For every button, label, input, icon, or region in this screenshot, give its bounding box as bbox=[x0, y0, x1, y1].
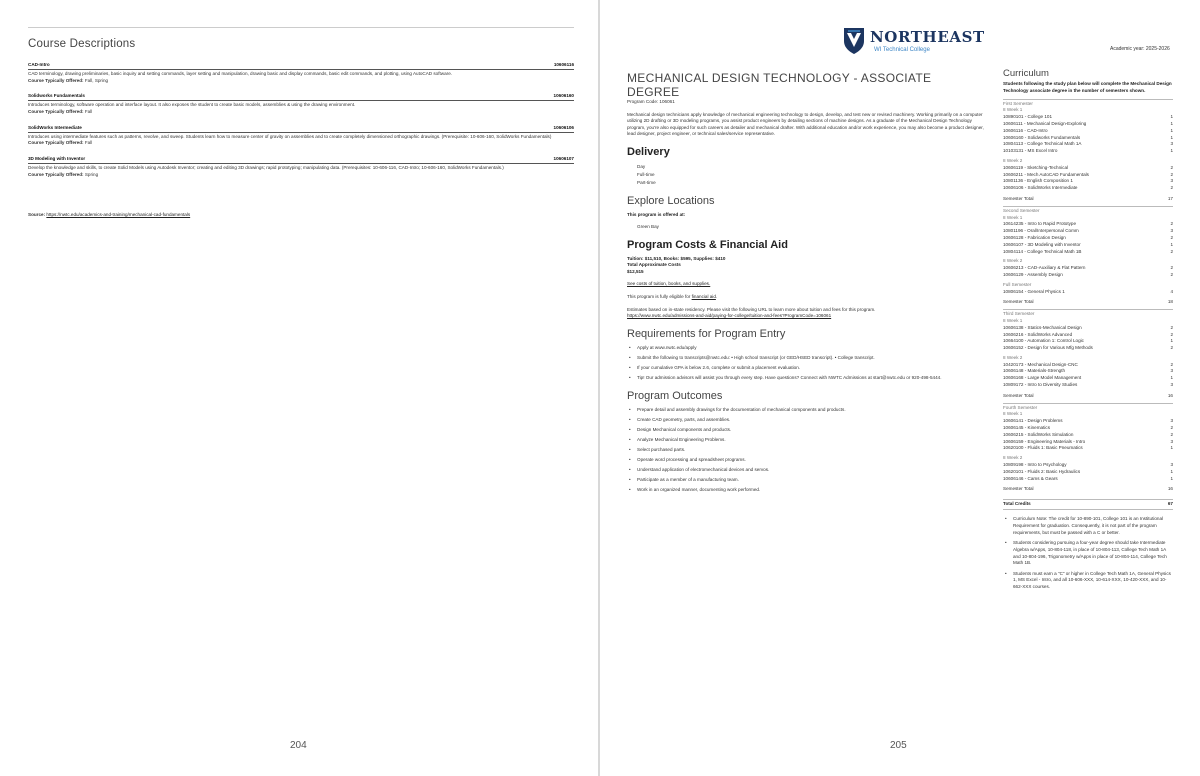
semester-block bbox=[1003, 206, 1173, 306]
curriculum-course-row bbox=[1003, 272, 1173, 279]
semester-total-row bbox=[1003, 486, 1173, 493]
course-name: CAD-Intro bbox=[28, 62, 50, 67]
term-label: 8 Week 2 bbox=[1003, 258, 1023, 264]
source-line bbox=[28, 212, 190, 217]
course-title: 10606211 - Mech AutoCAD Fundamentals bbox=[1003, 171, 1089, 177]
page-number: 205 bbox=[890, 740, 907, 751]
course-credits: 3 bbox=[1170, 438, 1173, 444]
course-credits: 3 bbox=[1170, 228, 1173, 234]
semester-total-row bbox=[1003, 196, 1173, 203]
course-entry bbox=[28, 156, 574, 178]
course-credits: 1 bbox=[1170, 148, 1173, 154]
course-title: 10606152 - Design for Various Mfg Methods bbox=[1003, 345, 1093, 351]
course-entry bbox=[28, 93, 574, 115]
semester-total-row bbox=[1003, 299, 1173, 306]
course-title: 10606216 - SolidWorks Advanced bbox=[1003, 331, 1073, 337]
source-link[interactable]: https://nwtc.edu/academics-and-training/mechanical-cad-fundamentals bbox=[46, 212, 191, 217]
logo-subtitle: WI Technical College bbox=[874, 46, 930, 53]
curriculum-course-row bbox=[1003, 265, 1173, 272]
list-item: • Apply at www.nwtc.edu/apply bbox=[627, 345, 987, 352]
course-credits: 1 bbox=[1170, 241, 1173, 247]
curriculum-course-row bbox=[1003, 462, 1173, 469]
financial-aid-link[interactable]: financial aid bbox=[691, 293, 716, 299]
course-offered: Course Typically Offered: Fall bbox=[28, 108, 93, 114]
curriculum-course-row bbox=[1003, 249, 1173, 256]
course-code: 10606106 bbox=[553, 124, 574, 130]
curriculum-course-row bbox=[1003, 418, 1173, 425]
course-title: 10606146 - Cams & Gears bbox=[1003, 475, 1058, 481]
curriculum-course-row bbox=[1003, 242, 1173, 249]
course-credits: 2 bbox=[1170, 425, 1173, 431]
shield-logo-icon bbox=[843, 27, 865, 55]
offered-at-label: This program is offered at: bbox=[627, 211, 686, 217]
list-item: • Create CAD geometry, parts, and assemblies. bbox=[627, 417, 987, 424]
term-label: Full Semester bbox=[1003, 281, 1032, 287]
curriculum-course-row bbox=[1003, 289, 1173, 296]
right-page bbox=[600, 0, 1200, 776]
curriculum-course-row bbox=[1003, 362, 1173, 369]
course-credits: 1 bbox=[1170, 468, 1173, 474]
list-item: • Understand application of electromechanical devices and servos. bbox=[627, 467, 987, 474]
course-title: 10606215 - SolidWorks Simulation bbox=[1003, 431, 1074, 437]
curriculum-course-row bbox=[1003, 221, 1173, 228]
course-credits: 3 bbox=[1170, 368, 1173, 374]
course-offered: Course Typically Offered: Fall bbox=[28, 140, 93, 146]
course-title: 10801196 - Oral/Interpersonal Comm bbox=[1003, 228, 1079, 234]
note-item: • Students must earn a "C" or higher in College Tech Math 1A, General Physics 1, MS Excel - Intro, and all 10-606-XXX, 10-614-XXX, 10-420-XXX, and 10-662-XXX courses. bbox=[1003, 571, 1173, 591]
semester-block bbox=[1003, 99, 1173, 203]
course-title: 10103131 - MS Excel Intro bbox=[1003, 148, 1058, 154]
course-title: 10606129 - Assembly Design bbox=[1003, 271, 1063, 277]
course-header bbox=[28, 93, 574, 101]
semester-total-label: Semester Total bbox=[1003, 392, 1034, 398]
curriculum-course-row bbox=[1003, 172, 1173, 179]
curriculum-heading: Curriculum bbox=[1003, 68, 1049, 79]
course-title: 10606160 - Solidworks Fundamentals bbox=[1003, 134, 1081, 140]
course-credits: 3 bbox=[1170, 141, 1173, 147]
course-description: CAD terminology, drawing preliminaries, basic inquiry and setting commands, layer setting and manipulation, drawing basic and display commands, basic edit commands, and plotting, using AutoCAD software. bbox=[28, 71, 453, 77]
costs-heading: Program Costs & Financial Aid bbox=[627, 238, 788, 251]
curriculum-course-row bbox=[1003, 445, 1173, 452]
term-label: 8 Week 1 bbox=[1003, 107, 1023, 113]
requirements-heading: Requirements for Program Entry bbox=[627, 327, 786, 340]
curriculum-course-row bbox=[1003, 121, 1173, 128]
total-credits-row bbox=[1003, 499, 1173, 510]
list-item: Full-time bbox=[637, 171, 655, 177]
course-credits: 1 bbox=[1170, 127, 1173, 133]
curriculum-course-row bbox=[1003, 368, 1173, 375]
college-logo bbox=[843, 27, 985, 55]
curriculum-course-row bbox=[1003, 114, 1173, 121]
list-item: • Select purchased parts. bbox=[627, 447, 987, 454]
outcomes-list bbox=[627, 407, 987, 494]
course-credits: 1 bbox=[1170, 120, 1173, 126]
course-credits: 2 bbox=[1170, 164, 1173, 170]
course-code: 10606116 bbox=[553, 62, 574, 67]
course-code: 10606160 bbox=[553, 93, 574, 99]
semester-total-label: Semester Total bbox=[1003, 486, 1034, 492]
semester-total-value: 16 bbox=[1167, 486, 1173, 492]
delivery-heading: Delivery bbox=[627, 145, 670, 158]
list-item: • Analyze Mechanical Engineering Problems. bbox=[627, 437, 987, 444]
course-credits: 2 bbox=[1170, 324, 1173, 330]
curriculum-course-row bbox=[1003, 432, 1173, 439]
semester-name: First Semester bbox=[1003, 100, 1033, 106]
course-title: 10606159 - Engineering Materials - Intro bbox=[1003, 438, 1086, 444]
semester-block bbox=[1003, 403, 1173, 494]
course-credits: 2 bbox=[1170, 431, 1173, 437]
course-credits: 2 bbox=[1170, 171, 1173, 177]
course-title: 10606138 - Statics-Mechanical Design bbox=[1003, 324, 1082, 330]
requirements-list bbox=[627, 345, 987, 382]
course-name: Solidworks Fundamentals bbox=[28, 93, 85, 99]
course-title: 10801136 - English Composition 1 bbox=[1003, 178, 1073, 184]
total-costs-value: $12,515 bbox=[627, 268, 644, 274]
curriculum-course-row bbox=[1003, 425, 1173, 432]
course-credits: 1 bbox=[1170, 134, 1173, 140]
curriculum-course-row bbox=[1003, 375, 1173, 382]
left-page bbox=[0, 0, 598, 776]
list-item: Green Bay bbox=[637, 223, 659, 229]
semester-total-label: Semester Total bbox=[1003, 299, 1034, 305]
curriculum-intro: Students following the study plan below will complete the Mechanical Design Technology associate degree in the number of semesters shown. bbox=[1003, 81, 1172, 93]
course-credits: 3 bbox=[1170, 382, 1173, 388]
course-credits: 2 bbox=[1170, 234, 1173, 240]
curriculum-course-row bbox=[1003, 228, 1173, 235]
course-name: 3D Modeling with Inventor bbox=[28, 155, 86, 161]
course-description: Develop the knowledge and skills, to create Solid Models using Autodesk Inventor; creating and editing 3D drawings; rapid prototyping; manipulating data. (Prerequisites: 10-606-116, CAD-Intro; 10-606-160, SolidWorks Fundamentals.) bbox=[28, 164, 504, 170]
course-title: 10606111 - Mechanical Design-Exploring bbox=[1003, 120, 1087, 126]
course-title: 10420173 - Mechanical Design-CNC bbox=[1003, 361, 1078, 367]
course-title: 10606119 - Sketching-Technical bbox=[1003, 164, 1069, 170]
semester-total-value: 16 bbox=[1167, 392, 1173, 398]
curriculum-course-row bbox=[1003, 235, 1173, 242]
costs-link[interactable]: See costs of tuition, books, and supplies. bbox=[627, 281, 711, 287]
course-title: 10606213 - CAD-Auxiliary & Flat Pattern bbox=[1003, 265, 1086, 271]
term-label: 8 Week 2 bbox=[1003, 354, 1023, 360]
curriculum-course-row bbox=[1003, 135, 1173, 142]
list-item: • Prepare detail and assembly drawings for the documentation of mechanical components and products. bbox=[627, 407, 987, 414]
curriculum-notes bbox=[1003, 516, 1173, 591]
course-list bbox=[28, 62, 574, 187]
course-credits: 4 bbox=[1170, 288, 1173, 294]
course-title: 10606128 - Fabrication Design bbox=[1003, 234, 1066, 240]
total-costs-label: Total Approximate Costs bbox=[627, 262, 681, 268]
program-description: Mechanical design technicians apply knowledge of mechanical engineering technology to design, develop, and test new or revised machinery. Working primarily on a computer utilizing 2D drafting or 3D modeling programs, you assist product engineers by detailing sections of machine designs. As a graduate of the Mechanical Design Technology program, you're also equipped for such careers as detailer and mechanical drafter. With additional education and/or work experience, you may also become a product designer, lead designer, project engineer, or technical sales/service representative. bbox=[627, 111, 984, 137]
list-item: Part-time bbox=[637, 179, 656, 185]
course-title: 10606141 - Design Problems bbox=[1003, 418, 1063, 424]
locations-heading: Explore Locations bbox=[627, 194, 715, 207]
curriculum-course-row bbox=[1003, 128, 1173, 135]
semester-total-value: 18 bbox=[1167, 299, 1173, 305]
course-description: Introduces terminology, software operation and interface layout. It also exposes the student to create basic models, assemblies & using the drawing environment. bbox=[28, 102, 356, 108]
course-title: 10664100 - Automation 1: Control Logic bbox=[1003, 338, 1084, 344]
course-title: 10606168 - Large Model Management bbox=[1003, 375, 1082, 381]
course-credits: 2 bbox=[1170, 345, 1173, 351]
list-item: • Design Mechanical components and products. bbox=[627, 427, 987, 434]
total-credits-label: Total Credits bbox=[1003, 501, 1031, 507]
source-label: Source: bbox=[28, 212, 46, 217]
course-credits: 3 bbox=[1170, 418, 1173, 424]
course-credits: 1 bbox=[1170, 375, 1173, 381]
term-label: 8 Week 1 bbox=[1003, 317, 1023, 323]
list-item: • Submit the following to transcripts@nwtc.edu: • High school transcript (or GED/HSED transcript). • College transcript. bbox=[627, 355, 987, 362]
course-title: 10809198 - Intro to Psychology bbox=[1003, 462, 1067, 468]
course-title: 10606148 - Materials-Strength bbox=[1003, 368, 1066, 374]
course-code: 10606107 bbox=[553, 155, 574, 161]
course-credits: 2 bbox=[1170, 185, 1173, 191]
semester-name: Second Semester bbox=[1003, 207, 1040, 213]
curriculum-course-row bbox=[1003, 332, 1173, 339]
term-label: 8 Week 1 bbox=[1003, 214, 1023, 220]
list-item: • Tip! Our admission advisors will assist you through every step. Have questions? Connect with NWTC Admissions at start@nwtc.edu or 920-498-5444. bbox=[627, 375, 987, 382]
course-title: 10606116 - CAD-Intro bbox=[1003, 127, 1048, 133]
course-header bbox=[28, 156, 574, 164]
outcomes-heading: Program Outcomes bbox=[627, 389, 723, 402]
curriculum-course-row bbox=[1003, 148, 1173, 155]
course-title: 10614235 - Intro to Rapid Prototype bbox=[1003, 221, 1077, 227]
page-number: 204 bbox=[290, 740, 307, 751]
course-credits: 1 bbox=[1170, 445, 1173, 451]
list-item: • Participate as a member of a manufacturing team. bbox=[627, 477, 987, 484]
term-label: 8 Week 2 bbox=[1003, 455, 1023, 461]
course-title: 10804114 - College Technical Math 1B bbox=[1003, 248, 1082, 254]
course-header bbox=[28, 62, 574, 70]
list-item: • Work in an organized manner, documenting work performed. bbox=[627, 487, 987, 494]
curriculum-course-row bbox=[1003, 345, 1173, 352]
semester-name: Third Semester bbox=[1003, 311, 1035, 317]
total-credits-value: 67 bbox=[1167, 501, 1173, 507]
semester-total-value: 17 bbox=[1167, 195, 1173, 201]
course-title: 10606106 - SolidWorks Intermediate bbox=[1003, 185, 1078, 191]
course-title: 10806154 - General Physics 1 bbox=[1003, 288, 1065, 294]
course-credits: 1 bbox=[1170, 475, 1173, 481]
course-header bbox=[28, 125, 574, 133]
curriculum-course-row bbox=[1003, 178, 1173, 185]
curriculum-course-row bbox=[1003, 141, 1173, 148]
program-main-column bbox=[627, 71, 987, 497]
course-credits: 1 bbox=[1170, 114, 1173, 120]
curriculum-course-row bbox=[1003, 439, 1173, 446]
tuition-line: Tuition: $11,510, Books: $595, Supplies: $410 bbox=[627, 255, 726, 261]
location-list bbox=[627, 223, 987, 231]
note-item: • Students considering pursuing a four-year degree should take Intermediate Algebra w/Apps, 10-804-118, in place of 10-804-113, College Tech Math 1A and 10-804-196, Trigonometry w/Apps in place of 10-804-114, College Tech Math 1B. bbox=[1003, 540, 1173, 567]
course-title: 10606107 - 3D Modeling with Inventor bbox=[1003, 241, 1081, 247]
curriculum-course-row bbox=[1003, 338, 1173, 345]
curriculum-course-row bbox=[1003, 382, 1173, 389]
program-title: MECHANICAL DESIGN TECHNOLOGY - ASSOCIATE DEGREE bbox=[627, 71, 932, 99]
course-offered: Course Typically Offered: Spring bbox=[28, 171, 99, 177]
course-title: 10620100 - Fluids 1: Basic Pneumatics bbox=[1003, 445, 1083, 451]
estimate-text: Estimates based on in-state residency. Please visit the following URL to learn more about tuition and fees for this program. bbox=[627, 306, 876, 312]
course-credits: 1 bbox=[1170, 338, 1173, 344]
list-item: Day bbox=[637, 163, 646, 169]
curriculum-course-row bbox=[1003, 476, 1173, 483]
semester-block bbox=[1003, 309, 1173, 400]
academic-year: Academic year: 2025-2026 bbox=[1110, 46, 1170, 52]
semester-total-row bbox=[1003, 393, 1173, 400]
semester-total-label: Semester Total bbox=[1003, 195, 1034, 201]
tuition-url-link[interactable]: https://www.nwtc.edu/admissions-and-aid/paying-for-college/tuition-and-fees?ProgramCode=106061 bbox=[627, 313, 832, 319]
financial-aid-line: This program is fully eligible for financial aid. bbox=[627, 293, 718, 299]
course-entry bbox=[28, 62, 574, 84]
course-credits: 2 bbox=[1170, 361, 1173, 367]
logo-wordmark: NORTHEAST bbox=[870, 27, 985, 46]
term-label: 8 Week 2 bbox=[1003, 157, 1023, 163]
course-entry bbox=[28, 125, 574, 147]
course-title: 10620101 - Fluids 2: Basic Hydraulics bbox=[1003, 468, 1081, 474]
course-title: 10606145 - Kinematics bbox=[1003, 425, 1050, 431]
curriculum-course-row bbox=[1003, 325, 1173, 332]
section-title: Course Descriptions bbox=[28, 38, 136, 50]
course-title: 10804113 - College Technical Math 1A bbox=[1003, 141, 1082, 147]
note-item: • Curriculum Note: The credit for 10-890-101, College 101 is an Institutional Requirement for graduation. Consequently, it is not part of the program requirements, but must be passed with a C or better. bbox=[1003, 516, 1173, 536]
course-credits: 2 bbox=[1170, 221, 1173, 227]
list-item: • If your cumulative GPA is below 2.6, complete or submit a placement evaluation. bbox=[627, 365, 987, 372]
top-rule bbox=[28, 27, 574, 28]
course-credits: 2 bbox=[1170, 331, 1173, 337]
delivery-list bbox=[627, 163, 987, 187]
list-item: • Operate word processing and spreadsheet programs. bbox=[627, 457, 987, 464]
course-credits: 3 bbox=[1170, 178, 1173, 184]
curriculum-course-row bbox=[1003, 165, 1173, 172]
curriculum-course-row bbox=[1003, 185, 1173, 192]
term-label: 8 Week 1 bbox=[1003, 411, 1023, 417]
program-code: Program Code: 106061 bbox=[627, 99, 675, 104]
course-credits: 3 bbox=[1170, 462, 1173, 468]
course-name: SolidWorks Intermediate bbox=[28, 124, 82, 130]
course-credits: 2 bbox=[1170, 265, 1173, 271]
semester-name: Fourth Semester bbox=[1003, 404, 1038, 410]
semester-list bbox=[1003, 99, 1173, 494]
curriculum-column bbox=[1003, 68, 1173, 595]
curriculum-course-row bbox=[1003, 469, 1173, 476]
course-title: 10809172 - Intro to Diversity Studies bbox=[1003, 382, 1078, 388]
course-title: 10890101 - College 101 bbox=[1003, 114, 1053, 120]
course-offered: Course Typically Offered: Fall, Spring bbox=[28, 77, 109, 83]
course-description: Introduces using intermediate features such as patterns, revolve, and sweep. Students learn how to measure center of gravity on assemblies and to create completely dimensioned orthographic drawings. (Prerequisite: 10-606-160, SolidWorks Fundamentals) bbox=[28, 133, 552, 139]
course-credits: 2 bbox=[1170, 271, 1173, 277]
course-credits: 2 bbox=[1170, 248, 1173, 254]
